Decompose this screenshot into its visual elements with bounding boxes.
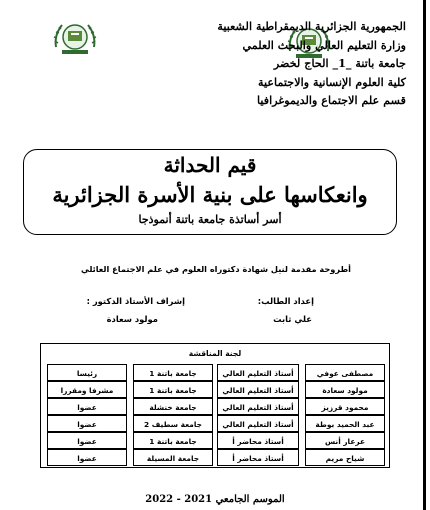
republic-line: الجمهورية الجزائرية الديمقراطية الشعبية: [217, 19, 406, 33]
member-role: مشرفا ومقررا: [47, 381, 127, 398]
university-seal-icon: [52, 17, 98, 57]
member-university: جامعة المسيلة: [133, 449, 213, 466]
academic-year: الموسم الجامعي 2021 - 2022: [145, 494, 285, 505]
member-grade: أستاذ محاضر أ: [217, 432, 299, 449]
member-role: رئيسا: [47, 364, 127, 381]
member-role: عضوا: [47, 432, 127, 449]
institution-header: [146, 17, 406, 110]
member-grade: أستاذ التعليم العالي: [217, 381, 299, 398]
committee-table: [40, 343, 390, 468]
member-grade: أستاذ التعليم العالي: [217, 364, 299, 381]
title-line-1: قيم الحداثة: [163, 153, 257, 177]
title-line-2: وانعكاسها على بنية الأسرة الجزائرية: [52, 182, 368, 207]
member-name: عبد الحميد بوطة: [305, 415, 385, 432]
member-name: مصطفى عوفي: [305, 364, 385, 381]
supervisor-name: مولود سعادة: [106, 314, 158, 324]
member-grade: أستاذ محاضر أ: [217, 449, 299, 466]
member-university: جامعة سطيف 2: [133, 415, 213, 432]
member-name: شياح مريم: [305, 449, 385, 466]
student-label: إعداد الطالب:: [257, 296, 314, 306]
title-subtitle: أسر أساتذة جامعة باتنة أنموذجا: [138, 213, 282, 226]
member-university: جامعة خنشلة: [133, 398, 213, 415]
member-role: عضوا: [47, 449, 127, 466]
member-name: مولود سعادة: [305, 381, 385, 398]
page-border: [423, 0, 426, 510]
member-name: عرعار أنس: [305, 432, 385, 449]
member-role: عضوا: [47, 398, 127, 415]
member-university: جامعة باتنة 1: [133, 381, 213, 398]
member-grade: أستاذ التعليم العالي: [217, 398, 299, 415]
student-name: علي ثابت: [273, 314, 312, 324]
university-line: جامعة باتنة _1_ الحاج لخضر: [273, 56, 406, 70]
thesis-note: أطروحة مقدمة لنيل شهادة دكتوراه العلوم في علم الاجتماع العائلي: [81, 264, 351, 274]
ministry-line: وزارة التعليم العالي والبحث العلمي: [242, 37, 406, 52]
table-row: [41, 449, 389, 468]
committee-title: لجنة المناقشة: [188, 349, 242, 358]
member-grade: أستاذ التعليم العالي: [217, 415, 299, 432]
member-university: جامعة باتنة 1: [133, 432, 213, 449]
faculty-line: كلية العلوم الإنسانية والاجتماعية: [258, 74, 406, 89]
member-university: جامعة باتنة 1: [133, 364, 213, 381]
thesis-title-box: [23, 149, 397, 235]
department-line: قسم علم الاجتماع والديموغرافيا: [256, 93, 406, 107]
member-name: محمود قرزيز: [305, 398, 385, 415]
supervisor-label: إشراف الأستاذ الدكتور :: [86, 296, 185, 306]
member-role: عضوا: [47, 415, 127, 432]
